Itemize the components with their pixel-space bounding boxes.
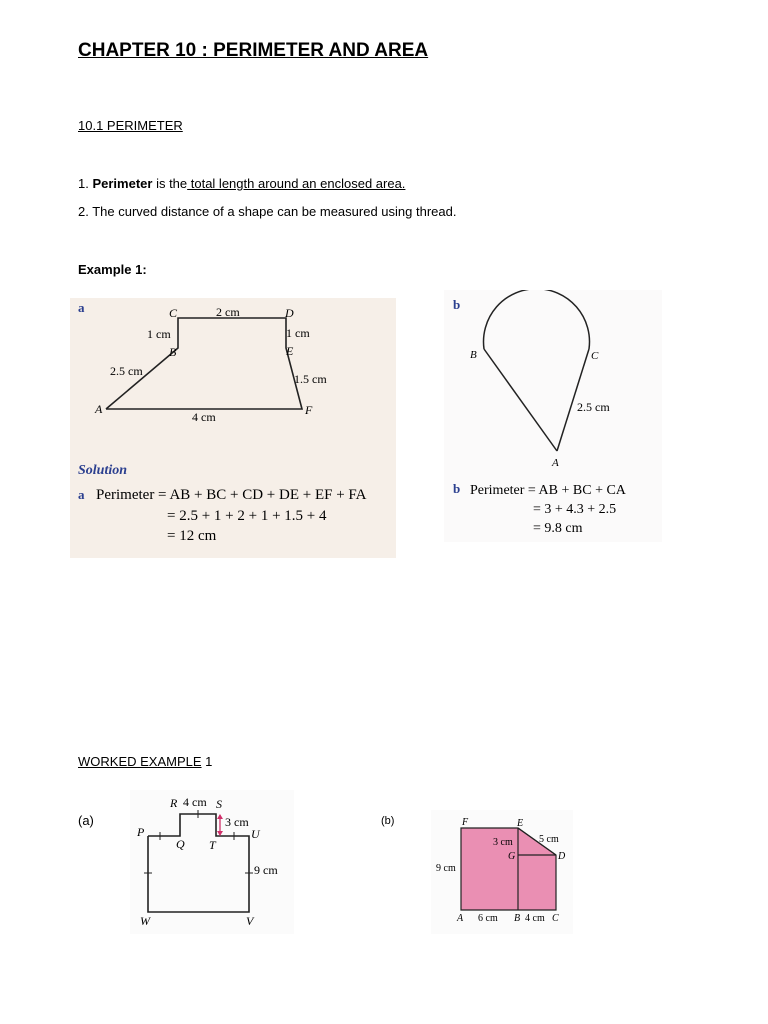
label-Q: Q	[176, 837, 185, 851]
example-label: Example 1:	[78, 262, 147, 277]
label-D: D	[285, 306, 294, 320]
semicircle-arc	[484, 290, 590, 349]
solution-a-line1: Perimeter = AB + BC + CD + DE + EF + FA	[96, 487, 367, 503]
term-perimeter: Perimeter	[92, 176, 153, 191]
label-A: A	[552, 457, 559, 469]
point-text: is the	[152, 176, 188, 191]
section-heading: 10.1 PERIMETER	[78, 118, 183, 133]
figure-a-letter: a	[78, 300, 85, 315]
figure-a-diagram	[70, 298, 396, 558]
label-A: A	[457, 913, 464, 924]
worked-example-number: 1	[201, 754, 213, 769]
label-B: B	[169, 345, 177, 359]
label-D: D	[558, 851, 566, 862]
worked-a-scan	[130, 790, 294, 934]
length-ab: 2.5 cm	[110, 364, 143, 378]
solution-b-letter: b	[453, 481, 461, 496]
point-number: 1.	[78, 176, 93, 191]
arrow-head-top	[217, 814, 223, 819]
length-ca: 2.5 cm	[577, 400, 610, 414]
label-E: E	[517, 818, 524, 829]
tag-a: (a)	[78, 813, 94, 828]
length-ab: 6 cm	[478, 913, 498, 924]
label-F: F	[462, 817, 469, 828]
length-uv: 9 cm	[254, 863, 278, 877]
figure-a-scan	[70, 298, 396, 558]
solution-a-line2: = 2.5 + 1 + 2 + 1 + 1.5 + 4	[167, 508, 327, 524]
length-st: 3 cm	[225, 815, 249, 829]
solution-b-line3: = 9.8 cm	[533, 521, 583, 536]
worked-a-diagram	[130, 790, 294, 934]
label-U: U	[251, 827, 260, 841]
length-bc: 1 cm	[147, 327, 171, 341]
figure-b-diagram	[444, 290, 662, 542]
label-G: G	[508, 851, 516, 862]
point-underlined-text: total length around an enclosed area.	[187, 176, 406, 191]
solution-a-line3: = 12 cm	[167, 528, 217, 544]
worked-b-scan	[431, 810, 573, 934]
length-ef: 1.5 cm	[294, 372, 327, 386]
label-W: W	[140, 914, 150, 928]
label-R: R	[170, 796, 178, 810]
figure-b-scan	[444, 290, 662, 542]
tag-b: (b)	[381, 815, 395, 827]
thread-point: 2. The curved distance of a shape can be measured using thread.	[78, 204, 457, 219]
label-V: V	[246, 914, 254, 928]
label-T: T	[209, 838, 216, 852]
label-S: S	[216, 797, 222, 811]
label-B: B	[514, 913, 521, 924]
side-ab	[484, 349, 557, 451]
worked-b-diagram	[431, 810, 573, 934]
length-cd: 2 cm	[216, 305, 240, 319]
label-C: C	[591, 350, 599, 362]
solution-b-line1: Perimeter = AB + BC + CA	[470, 483, 626, 498]
figure-b-letter: b	[453, 297, 461, 312]
definition-point	[78, 176, 405, 191]
label-B: B	[470, 349, 477, 361]
label-C: C	[552, 913, 559, 924]
length-rs: 4 cm	[183, 795, 207, 809]
label-A: A	[95, 402, 103, 416]
length-bc: 4 cm	[525, 913, 545, 924]
length-ed: 5 cm	[539, 834, 559, 845]
worked-example-label	[78, 754, 212, 769]
label-P: P	[137, 825, 145, 839]
solution-b-line2: = 3 + 4.3 + 2.5	[533, 502, 617, 517]
page-title: CHAPTER 10 : PERIMETER AND AREA	[78, 40, 429, 61]
length-eg: 3 cm	[493, 837, 513, 848]
solution-heading: Solution	[78, 463, 128, 478]
worked-example-underlined: WORKED EXAMPLE	[78, 754, 202, 769]
label-E: E	[286, 344, 294, 358]
solution-a-letter: a	[78, 487, 85, 502]
length-de: 1 cm	[286, 326, 310, 340]
label-F: F	[305, 403, 313, 417]
label-C: C	[169, 306, 178, 320]
length-af: 4 cm	[192, 410, 216, 424]
length-fa: 9 cm	[436, 863, 456, 874]
